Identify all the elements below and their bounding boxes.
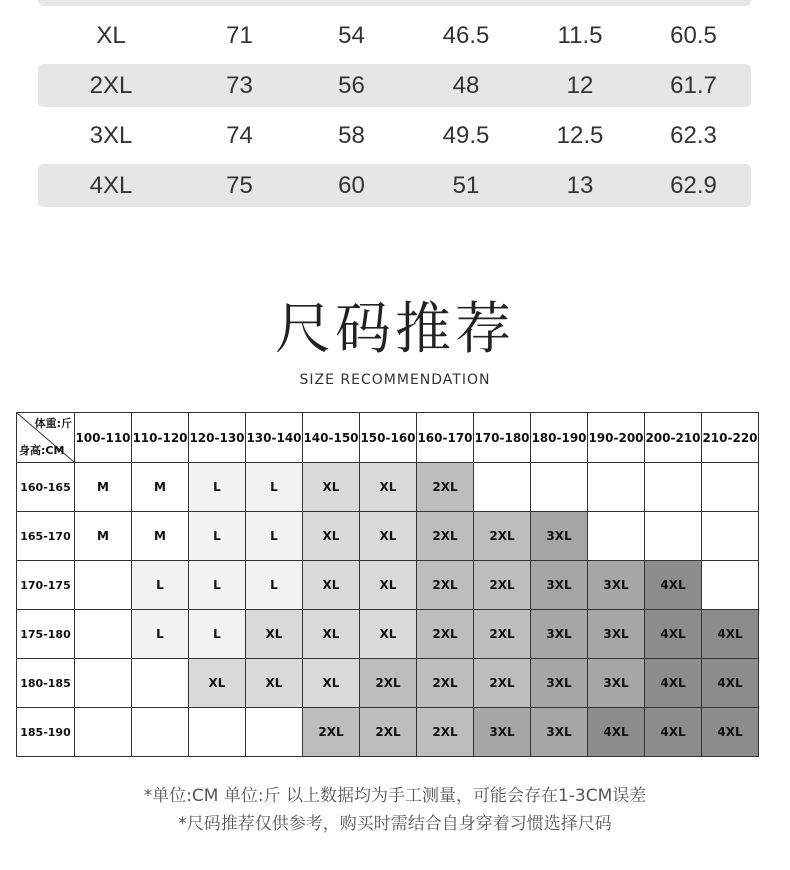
- size-recommendation-cell: 2XL: [474, 512, 531, 561]
- footnote-advice: *尺码推荐仅供参考，购买时需结合自身穿着习惯选择尺码: [178, 814, 612, 834]
- size-recommendation-cell: 3XL: [531, 512, 588, 561]
- size-recommendation-cell: [531, 463, 588, 512]
- size-recommendation-cell: 3XL: [531, 708, 588, 757]
- size-recommendation-cell: [474, 463, 531, 512]
- weight-range-header: 190-200: [588, 413, 645, 463]
- size-recommendation-cell: [645, 463, 702, 512]
- size-chart-table: [38, 14, 751, 214]
- size-recommendation-cell: [702, 561, 759, 610]
- table-row: [17, 512, 759, 561]
- size-recommendation-cell: M: [132, 512, 189, 561]
- size-value: 73: [226, 71, 253, 99]
- size-recommendation-cell: 4XL: [702, 659, 759, 708]
- height-range-label: 165-170: [17, 512, 75, 561]
- size-recommendation-cell: [645, 512, 702, 561]
- size-value: 62.3: [670, 121, 717, 149]
- size-recommendation-cell: XL: [246, 659, 303, 708]
- size-recommendation-cell: 2XL: [360, 708, 417, 757]
- height-range-label: 170-175: [17, 561, 75, 610]
- size-recommendation-cell: 2XL: [474, 610, 531, 659]
- size-recommendation-cell: 2XL: [303, 708, 360, 757]
- size-recommendation-cell: XL: [303, 561, 360, 610]
- table-row: [17, 708, 759, 757]
- size-recommendation-cell: 2XL: [417, 708, 474, 757]
- weight-range-header: 120-130: [189, 413, 246, 463]
- weight-range-header: 210-220: [702, 413, 759, 463]
- size-table-row: [38, 64, 751, 107]
- size-recommendation-cell: L: [246, 561, 303, 610]
- size-recommendation-cell: [132, 659, 189, 708]
- size-recommendation-cell: [132, 708, 189, 757]
- size-recommendation-cell: 2XL: [417, 561, 474, 610]
- size-recommendation-cell: L: [189, 463, 246, 512]
- size-recommendation-cell: [75, 610, 132, 659]
- size-recommendation-table: [16, 412, 759, 757]
- size-recommendation-cell: XL: [360, 463, 417, 512]
- size-recommendation-cell: 4XL: [645, 610, 702, 659]
- size-recommendation-cell: 4XL: [645, 708, 702, 757]
- size-recommendation-cell: 3XL: [531, 610, 588, 659]
- size-recommendation-cell: XL: [360, 610, 417, 659]
- size-recommendation-cell: M: [132, 463, 189, 512]
- size-recommendation-cell: [189, 708, 246, 757]
- size-recommendation-cell: 4XL: [702, 610, 759, 659]
- size-value: 56: [338, 71, 365, 99]
- size-recommendation-cell: XL: [303, 659, 360, 708]
- weight-range-header: 110-120: [132, 413, 189, 463]
- size-recommendation-cell: 2XL: [417, 659, 474, 708]
- size-table-row: [38, 164, 751, 207]
- size-recommendation-cell: 4XL: [588, 708, 645, 757]
- size-recommendation-cell: 2XL: [417, 512, 474, 561]
- size-recommendation-cell: [588, 463, 645, 512]
- weight-range-header: 170-180: [474, 413, 531, 463]
- size-recommendation-cell: L: [189, 561, 246, 610]
- table-row: [17, 463, 759, 512]
- weight-range-header: 180-190: [531, 413, 588, 463]
- height-axis-label: 身高:CM: [19, 444, 65, 457]
- size-recommendation-cell: [246, 708, 303, 757]
- size-recommendation-cell: [588, 512, 645, 561]
- weight-range-header: 100-110: [75, 413, 132, 463]
- size-recommendation-cell: 3XL: [588, 659, 645, 708]
- weight-range-header: 200-210: [645, 413, 702, 463]
- weight-range-header: 140-150: [303, 413, 360, 463]
- size-recommendation-cell: M: [75, 463, 132, 512]
- size-recommendation-cell: 3XL: [531, 659, 588, 708]
- size-label: XL: [96, 21, 126, 49]
- footnotes: [0, 782, 790, 838]
- corner-cell: [17, 413, 75, 463]
- size-table-row: [38, 114, 751, 157]
- weight-axis-label: 体重:斤: [34, 417, 72, 430]
- size-recommendation-cell: [75, 659, 132, 708]
- table-row: [17, 561, 759, 610]
- size-value: 12: [566, 71, 594, 99]
- size-value: 46.5: [442, 21, 490, 49]
- height-range-label: 180-185: [17, 659, 75, 708]
- size-recommendation-cell: L: [132, 610, 189, 659]
- size-value: 61.7: [670, 71, 717, 99]
- size-value: 60.5: [670, 21, 717, 49]
- size-recommendation-cell: XL: [360, 512, 417, 561]
- size-recommendation-cell: [75, 708, 132, 757]
- size-recommendation-cell: [75, 561, 132, 610]
- size-recommendation-cell: XL: [303, 512, 360, 561]
- size-recommendation-cell: 3XL: [588, 610, 645, 659]
- size-recommendation-cell: [702, 463, 759, 512]
- size-recommendation-cell: L: [189, 512, 246, 561]
- size-recommendation-cell: M: [75, 512, 132, 561]
- size-recommendation-cell: 4XL: [702, 708, 759, 757]
- size-value: 48: [452, 71, 480, 99]
- size-value: 13: [566, 171, 594, 199]
- size-label: 4XL: [89, 171, 133, 199]
- size-recommendation-cell: 4XL: [645, 659, 702, 708]
- size-value: 75: [226, 171, 253, 199]
- weight-range-header: 160-170: [417, 413, 474, 463]
- size-table-row: [38, 14, 751, 57]
- size-value: 62.9: [670, 171, 717, 199]
- page-subtitle: SIZE RECOMMENDATION: [299, 372, 491, 388]
- size-recommendation-cell: L: [189, 610, 246, 659]
- height-range-label: 160-165: [17, 463, 75, 512]
- size-recommendation-cell: XL: [360, 561, 417, 610]
- size-recommendation-cell: L: [132, 561, 189, 610]
- size-value: 49.5: [442, 121, 490, 149]
- height-range-label: 185-190: [17, 708, 75, 757]
- size-recommendation-cell: XL: [246, 610, 303, 659]
- size-recommendation-cell: 3XL: [474, 708, 531, 757]
- size-value: 54: [338, 21, 365, 49]
- page-title: 尺码推荐: [275, 297, 515, 362]
- footnote-units: *单位:CM 单位:斤 以上数据均为手工测量，可能会存在1-3CM误差: [143, 786, 647, 806]
- weight-range-header: 130-140: [246, 413, 303, 463]
- size-recommendation-cell: 2XL: [360, 659, 417, 708]
- size-recommendation-cell: XL: [189, 659, 246, 708]
- size-recommendation-cell: XL: [303, 610, 360, 659]
- size-table-top-row: [38, 0, 751, 6]
- size-value: 12.5: [556, 121, 604, 149]
- size-value: 74: [226, 121, 253, 149]
- size-recommendation-cell: XL: [303, 463, 360, 512]
- size-recommendation-cell: 3XL: [531, 561, 588, 610]
- size-recommendation-cell: [702, 512, 759, 561]
- size-recommendation-cell: 3XL: [588, 561, 645, 610]
- table-header-row: [17, 413, 759, 463]
- table-row: [17, 610, 759, 659]
- size-value: 11.5: [557, 21, 603, 49]
- size-recommendation-cell: 4XL: [645, 561, 702, 610]
- weight-range-header: 150-160: [360, 413, 417, 463]
- size-recommendation-cell: 2XL: [417, 610, 474, 659]
- size-value: 60: [338, 171, 365, 199]
- size-label: 3XL: [89, 121, 133, 149]
- size-recommendation-cell: 2XL: [474, 659, 531, 708]
- size-value: 58: [338, 121, 365, 149]
- size-recommendation-cell: L: [246, 512, 303, 561]
- size-recommendation-cell: L: [246, 463, 303, 512]
- table-row: [17, 659, 759, 708]
- size-value: 51: [452, 171, 480, 199]
- height-range-label: 175-180: [17, 610, 75, 659]
- size-value: 71: [226, 21, 253, 49]
- size-recommendation-cell: 2XL: [474, 561, 531, 610]
- size-recommendation-cell: 2XL: [417, 463, 474, 512]
- size-label: 2XL: [89, 71, 133, 99]
